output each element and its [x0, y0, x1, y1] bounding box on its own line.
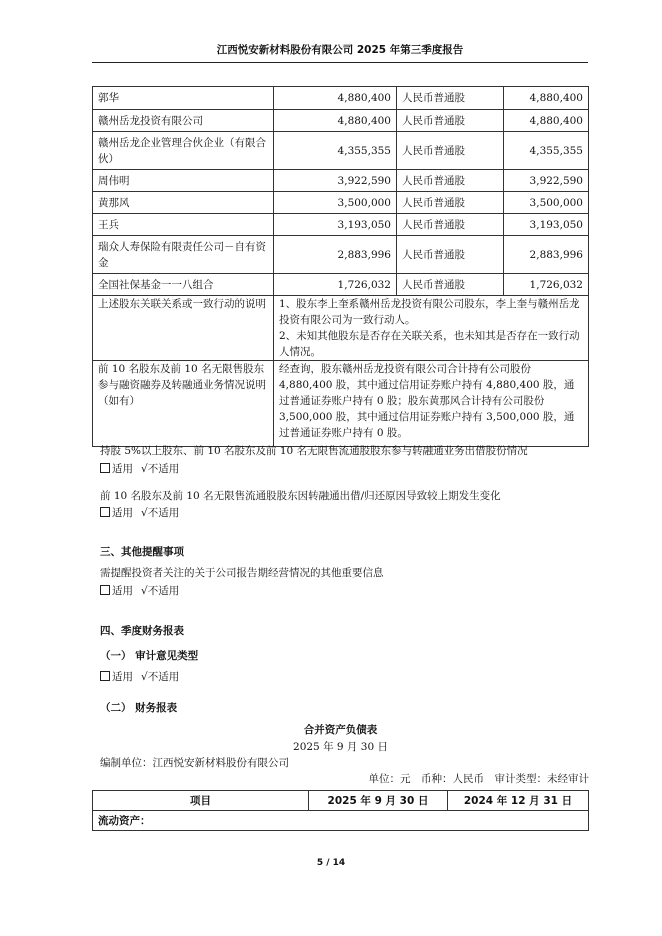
holder-name: 赣州岳龙投资有限公司 [93, 110, 274, 132]
share-count: 3,500,000 [504, 192, 589, 214]
holder-shares: 3,500,000 [274, 192, 397, 214]
holder-name: 黄那风 [93, 192, 274, 214]
prepared-by: 编制单位：江西悦安新材料股份有限公司 [100, 757, 289, 769]
lending-options: 适用 √不适用 [100, 461, 179, 476]
column-header-prior: 2024 年 12 月 31 日 [448, 791, 589, 811]
shareholder-table [92, 86, 589, 447]
holder-shares: 4,880,400 [274, 87, 397, 110]
share-type: 人民币普通股 [397, 214, 504, 236]
check-mark-icon: √ [141, 507, 148, 519]
audit-options: 适用 √不适用 [100, 669, 179, 684]
column-header-current: 2025 年 9 月 30 日 [309, 791, 448, 811]
holder-name: 赣州岳龙企业管理合伙企业（有限合伙） [93, 132, 274, 170]
balance-sheet-date: 2025 年 9 月 30 日 [293, 741, 388, 753]
holder-shares: 3,193,050 [274, 214, 397, 236]
share-count: 3,193,050 [504, 214, 589, 236]
section-three-options: 适用 √不适用 [100, 583, 179, 598]
lending-text: 持股 5%以上股东、前 10 名股东及前 10 名无限售流通股股东参与转融通业务出借股份情况 [100, 445, 528, 457]
related-party-text [274, 296, 589, 361]
table-row [93, 192, 589, 214]
table-row [93, 811, 589, 831]
share-count: 2,883,996 [504, 236, 589, 274]
margin-trading-label: 前 10 名股东及前 10 名无限售股东参与融资融券及转融通业务情况说明（如有） [93, 361, 274, 447]
check-mark-icon: √ [141, 671, 148, 683]
table-row [93, 791, 589, 811]
current-assets-label: 流动资产： [93, 811, 589, 831]
check-mark-icon: √ [141, 585, 148, 597]
share-type: 人民币普通股 [397, 87, 504, 110]
section-three-text: 需提醒投资者关注的关于公司报告期经营情况的其他重要信息 [100, 567, 384, 579]
applicable-checkbox [100, 585, 110, 595]
applicable-checkbox [100, 463, 110, 473]
report-header: 江西悦安新材料股份有限公司 2025 年第三季度报告 [92, 42, 588, 63]
applicable-checkbox [100, 671, 110, 681]
table-row [93, 110, 589, 132]
table-row [93, 132, 589, 170]
section-three-title: 三、其他提醒事项 [100, 546, 184, 558]
table-row [93, 214, 589, 236]
column-header-item: 项目 [93, 791, 309, 811]
financial-statements-title: （二） 财务报表 [100, 702, 178, 714]
share-type: 人民币普通股 [397, 132, 504, 170]
page-number: 5 / 14 [316, 858, 346, 868]
share-type: 人民币普通股 [397, 110, 504, 132]
holder-name: 郭华 [93, 87, 274, 110]
table-row [93, 274, 589, 296]
change-text: 前 10 名股东及前 10 名无限售流通股股东因转融通出借/归还原因导致较上期发生变化 [100, 490, 501, 502]
holder-shares: 4,880,400 [274, 110, 397, 132]
change-options: 适用 √不适用 [100, 505, 179, 520]
share-type: 人民币普通股 [397, 192, 504, 214]
holder-shares: 4,355,355 [274, 132, 397, 170]
share-count: 4,880,400 [504, 87, 589, 110]
check-mark-icon: √ [141, 463, 148, 475]
table-row [93, 87, 589, 110]
holder-name: 全国社保基金一一八组合 [93, 274, 274, 296]
related-party-item-1: 1、股东李上奎系赣州岳龙投资有限公司股东，李上奎与赣州岳龙投资有限公司为一致行动人。 [279, 298, 580, 326]
section-four-title: 四、季度财务报表 [100, 625, 184, 637]
balance-sheet-title: 合并资产负债表 [303, 724, 378, 736]
applicable-checkbox [100, 507, 110, 517]
holder-shares: 1,726,032 [274, 274, 397, 296]
holder-name: 王兵 [93, 214, 274, 236]
holder-name: 周伟明 [93, 170, 274, 192]
share-type: 人民币普通股 [397, 274, 504, 296]
holder-shares: 2,883,996 [274, 236, 397, 274]
audit-opinion-title: （一） 审计意见类型 [100, 650, 199, 662]
share-type: 人民币普通股 [397, 170, 504, 192]
margin-trading-text: 经查询，股东赣州岳龙投资有限公司合计持有公司股份 4,880,400 股，其中通过信用证券账户持有 4,880,400 股，通过普通证券账户持有 0 股；股东黄那风合计持有公司股份 3,500,000 股，其中通过信用证券账户持有 3,500,000 股，通过普通证券账户持有 0 股。 [274, 361, 589, 447]
unit-line: 单位：元 币种：人民币 审计类型：未经审计 [368, 773, 589, 785]
related-party-row [93, 296, 589, 361]
holder-shares: 3,922,590 [274, 170, 397, 192]
table-row [93, 170, 589, 192]
holder-name: 瑞众人寿保险有限责任公司－自有资金 [93, 236, 274, 274]
share-count: 1,726,032 [504, 274, 589, 296]
margin-trading-row [93, 361, 589, 447]
share-type: 人民币普通股 [397, 236, 504, 274]
related-party-item-2: 2、未知其他股东是否存在关联关系，也未知其是否存在一致行动人情况。 [279, 330, 580, 358]
share-count: 4,355,355 [504, 132, 589, 170]
share-count: 4,880,400 [504, 110, 589, 132]
share-count: 3,922,590 [504, 170, 589, 192]
table-row [93, 236, 589, 274]
related-party-label: 上述股东关联关系或一致行动的说明 [93, 296, 274, 361]
balance-sheet-table [92, 790, 589, 831]
